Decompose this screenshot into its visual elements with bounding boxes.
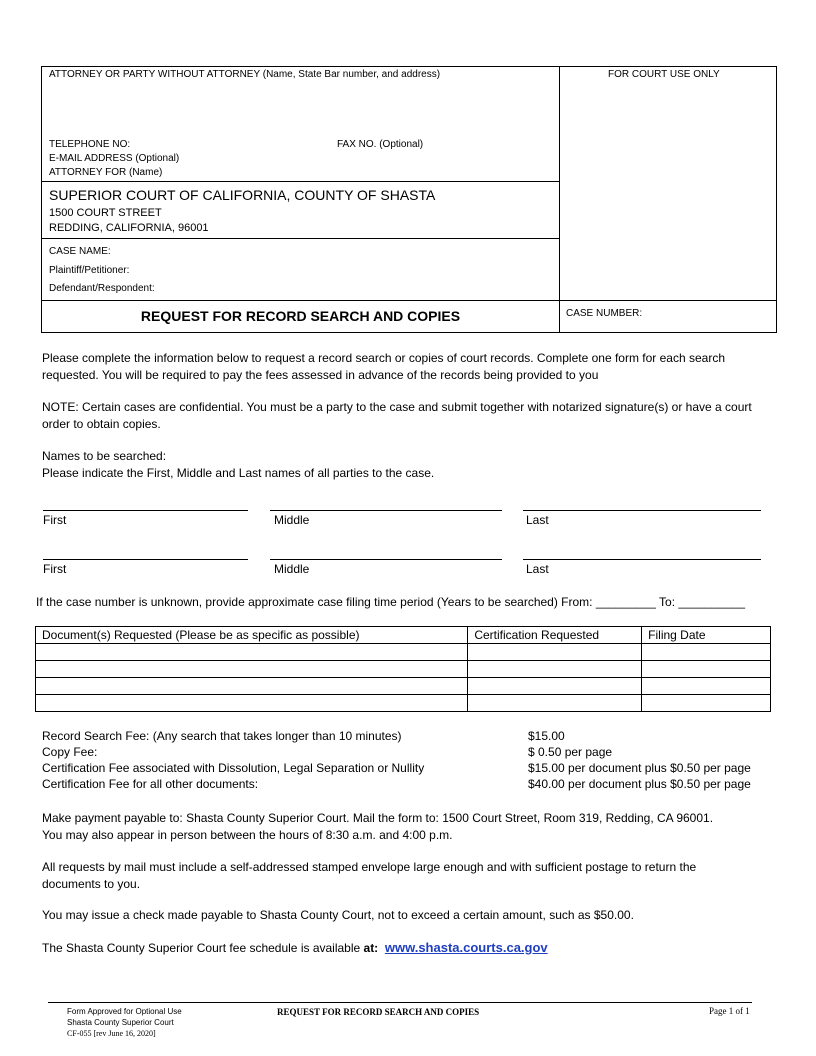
- fee-label: Certification Fee associated with Dissolution, Legal Separation or Nullity: [42, 761, 425, 775]
- fee-amount: $15.00 per document plus $0.50 per page: [528, 761, 751, 775]
- names-instruction: Please indicate the First, Middle and Last names of all parties to the case.: [42, 465, 435, 480]
- fee-schedule-text: The Shasta County Superior Court fee schedule is available: [42, 941, 364, 955]
- middle-name-line-2[interactable]: [270, 559, 502, 560]
- defendant-label: Defendant/Respondent:: [49, 283, 155, 294]
- middle-label: Middle: [274, 513, 310, 527]
- caption-divider: [42, 238, 559, 239]
- table-header-row: [36, 627, 771, 644]
- fee-schedule-at: at:: [363, 941, 379, 955]
- names-instructions: [42, 448, 777, 481]
- fee-label: Certification Fee for all other documents:: [42, 777, 259, 791]
- middle-label: Middle: [274, 562, 310, 576]
- filing-date-header: Filing Date: [642, 627, 771, 644]
- table-row: [36, 644, 771, 661]
- telephone-label: TELEPHONE NO:: [49, 139, 131, 150]
- footer-court: Shasta County Superior Court: [67, 1018, 174, 1027]
- document-cell[interactable]: [36, 695, 468, 712]
- footer-title: REQUEST FOR RECORD SEARCH AND COPIES: [277, 1007, 480, 1017]
- last-name-line-2[interactable]: [523, 559, 761, 560]
- fee-amount: $15.00: [528, 729, 565, 743]
- first-name-line-2[interactable]: [43, 559, 248, 560]
- last-name-line-1[interactable]: [523, 510, 761, 511]
- first-label: First: [43, 562, 67, 576]
- documents-table: [35, 626, 771, 712]
- intro-paragraph: [42, 350, 777, 383]
- intro-line: Please complete the information below to request a record search or copies of court records. Complete one form for each search: [42, 351, 726, 365]
- filing-period-line: If the case number is unknown, provide approximate case filing time period (Years to be searched) From: _________ To: __________: [36, 595, 746, 609]
- mail-line: documents to you.: [42, 876, 141, 891]
- form-title: REQUEST FOR RECORD SEARCH AND COPIES: [140, 308, 461, 324]
- filing-date-cell[interactable]: [642, 644, 771, 661]
- footer-rule: [48, 1002, 752, 1003]
- fee-label: Copy Fee:: [42, 745, 98, 759]
- document-cell[interactable]: [36, 644, 468, 661]
- payment-line: Make payment payable to: Shasta County Superior Court. Mail the form to: 1500 Court Street, Room 319, Redding, CA 96001.: [42, 811, 714, 825]
- court-use-label: FOR COURT USE ONLY: [608, 69, 720, 80]
- check-line: You may issue a check made payable to Shasta County Court, not to exceed a certain amount, such as $50.00.: [42, 908, 634, 922]
- payment-paragraph: [42, 810, 777, 843]
- fee-schedule-paragraph: [42, 940, 777, 957]
- court-website-link[interactable]: www.shasta.courts.ca.gov: [384, 940, 548, 955]
- filing-date-cell[interactable]: [642, 661, 771, 678]
- filing-date-cell[interactable]: [642, 678, 771, 695]
- court-city: REDDING, CALIFORNIA, 96001: [49, 222, 209, 234]
- footer-approved: Form Approved for Optional Use: [67, 1007, 182, 1016]
- certification-cell[interactable]: [468, 661, 642, 678]
- note-line: order to obtain copies.: [42, 416, 161, 431]
- fax-label: FAX NO. (Optional): [337, 139, 424, 150]
- attorney-label: ATTORNEY OR PARTY WITHOUT ATTORNEY (Name, State Bar number, and address): [49, 69, 441, 80]
- caption-divider: [42, 181, 559, 182]
- certification-cell[interactable]: [468, 644, 642, 661]
- caption-divider-vertical: [559, 67, 560, 333]
- attorney-for-label: ATTORNEY FOR (Name): [49, 167, 163, 178]
- last-label: Last: [526, 562, 549, 576]
- table-row: [36, 695, 771, 712]
- fee-label: Record Search Fee: (Any search that takes longer than 10 minutes): [42, 729, 402, 743]
- intro-line: requested. You will be required to pay the fees assessed in advance of the records being provided to you: [42, 367, 599, 382]
- footer-page-number: Page 1 of 1: [709, 1006, 750, 1016]
- caption-box: [41, 66, 777, 333]
- certification-cell[interactable]: [468, 695, 642, 712]
- note-paragraph: [42, 399, 777, 432]
- email-label: E-MAIL ADDRESS (Optional): [49, 153, 180, 164]
- mail-line: All requests by mail must include a self-addressed stamped envelope large enough and with sufficient postage to return the: [42, 860, 697, 874]
- case-number-label: CASE NUMBER:: [566, 308, 643, 319]
- names-heading: Names to be searched:: [42, 449, 167, 463]
- first-label: First: [43, 513, 67, 527]
- certification-header: Certification Requested: [468, 627, 642, 644]
- document-cell[interactable]: [36, 678, 468, 695]
- check-paragraph: [42, 907, 777, 924]
- filing-date-cell[interactable]: [642, 695, 771, 712]
- document-cell[interactable]: [36, 661, 468, 678]
- last-label: Last: [526, 513, 549, 527]
- documents-header: Document(s) Requested (Please be as specific as possible): [36, 627, 468, 644]
- caption-divider: [42, 300, 777, 301]
- first-name-line-1[interactable]: [43, 510, 248, 511]
- court-name: SUPERIOR COURT OF CALIFORNIA, COUNTY OF SHASTA: [49, 187, 436, 203]
- middle-name-line-1[interactable]: [270, 510, 502, 511]
- case-name-label: CASE NAME:: [49, 246, 111, 257]
- certification-cell[interactable]: [468, 678, 642, 695]
- fee-amount: $ 0.50 per page: [528, 745, 613, 759]
- plaintiff-label: Plaintiff/Petitioner:: [49, 265, 130, 276]
- mail-paragraph: [42, 859, 777, 892]
- footer-form-id: CF-055 [rev June 16, 2020]: [67, 1029, 156, 1038]
- payment-line: You may also appear in person between the hours of 8:30 a.m. and 4:00 p.m.: [42, 827, 453, 842]
- fee-amount: $40.00 per document plus $0.50 per page: [528, 777, 751, 791]
- note-line: NOTE: Certain cases are confidential. You must be a party to the case and submit together with notarized signature(s) or have a court: [42, 400, 752, 414]
- table-row: [36, 678, 771, 695]
- court-street: 1500 COURT STREET: [49, 207, 162, 219]
- table-row: [36, 661, 771, 678]
